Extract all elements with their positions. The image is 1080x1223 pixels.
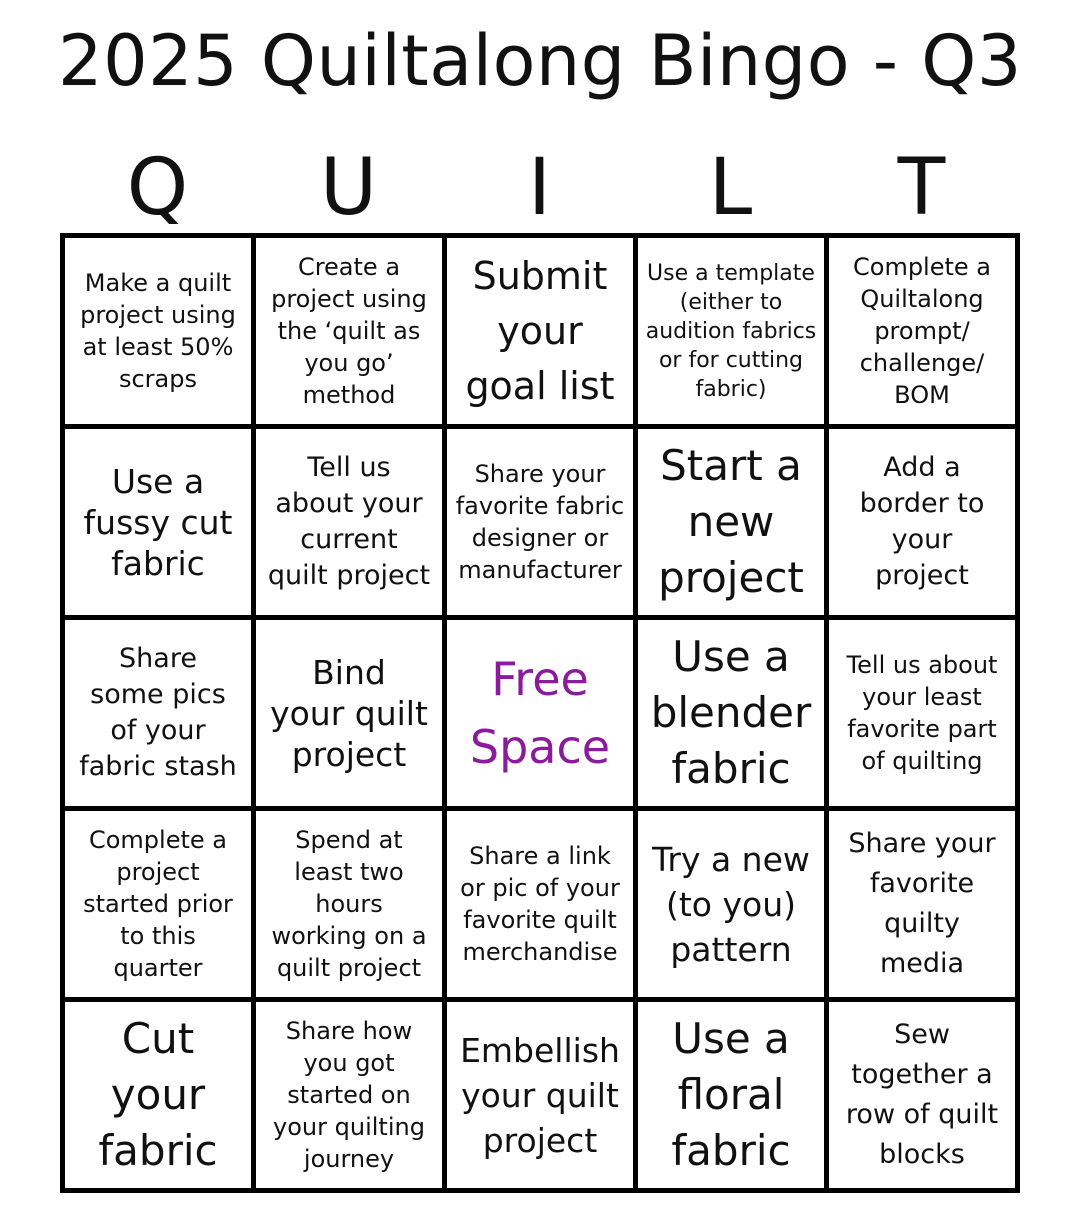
- cell-text: Embellish your quilt project: [460, 1030, 620, 1160]
- page-title: 2025 Quiltalong Bingo - Q3: [58, 20, 1022, 102]
- bingo-cell[interactable]: [638, 620, 824, 806]
- cell-text: Share some pics of your fabric stash: [79, 643, 237, 782]
- bingo-cell[interactable]: [638, 1002, 824, 1188]
- bingo-cell[interactable]: [829, 1002, 1015, 1188]
- cell-text: Tell us about your current quilt project: [267, 452, 431, 591]
- free-space-cell[interactable]: [447, 620, 633, 806]
- column-header-row: [62, 143, 1019, 233]
- cell-text: Cut your fabric: [98, 1014, 218, 1175]
- cell-text: Add a border to your project: [859, 452, 985, 591]
- bingo-cell[interactable]: [829, 238, 1015, 424]
- bingo-cell[interactable]: [638, 811, 824, 997]
- bingo-cell[interactable]: [65, 1002, 251, 1188]
- free-space-text: Free Space: [469, 652, 611, 774]
- column-letter-q: Q: [126, 143, 189, 233]
- cell-text: Sew together a row of quilt blocks: [845, 1019, 999, 1170]
- bingo-cell[interactable]: [638, 238, 824, 424]
- bingo-cell[interactable]: [256, 1002, 442, 1188]
- column-letter-l: L: [708, 143, 753, 233]
- bingo-cell[interactable]: [829, 620, 1015, 806]
- cell-text: Share your favorite fabric designer or manufacturer: [455, 460, 625, 584]
- bingo-cell[interactable]: [829, 811, 1015, 997]
- bingo-cell[interactable]: [638, 429, 824, 615]
- cell-text: Create a project using the ‘quilt as you go’ method: [271, 253, 427, 409]
- cell-text: Spend at least two hours working on a quilt project: [271, 826, 427, 982]
- bingo-cell[interactable]: [447, 811, 633, 997]
- cell-text: Use a floral fabric: [671, 1014, 791, 1175]
- bingo-cell[interactable]: [447, 429, 633, 615]
- bingo-cell[interactable]: [65, 429, 251, 615]
- bingo-board: [60, 233, 1020, 1193]
- bingo-cell[interactable]: [256, 811, 442, 997]
- cell-text: Complete a Quiltalong prompt/ challenge/ BOM: [853, 253, 991, 409]
- cell-text: Share a link or pic of your favorite quilt merchandise: [460, 842, 620, 966]
- bingo-cell[interactable]: [829, 429, 1015, 615]
- cell-text: Share your favorite quilty media: [848, 828, 996, 979]
- bingo-cell[interactable]: [447, 1002, 633, 1188]
- bingo-cell[interactable]: [65, 238, 251, 424]
- cell-text: Use a blender fabric: [650, 632, 812, 793]
- bingo-cell[interactable]: [256, 238, 442, 424]
- cell-text: Submit your goal list: [465, 253, 615, 408]
- cell-text: Start a new project: [658, 441, 804, 602]
- column-letter-i: I: [527, 143, 551, 233]
- column-letter-t: T: [897, 143, 946, 233]
- cell-text: Make a quilt project using at least 50% scraps: [80, 269, 236, 393]
- cell-text: Tell us about your least favorite part of quilting: [846, 651, 998, 775]
- bingo-cell[interactable]: [256, 620, 442, 806]
- bingo-cell[interactable]: [256, 429, 442, 615]
- cell-text: Complete a project started prior to this quarter: [83, 826, 233, 982]
- cell-text: Use a template (either to audition fabrics or for cutting fabric): [645, 260, 817, 402]
- bingo-cell[interactable]: [65, 811, 251, 997]
- bingo-cell[interactable]: [447, 238, 633, 424]
- cell-text: Share how you got started on your quilting journey: [273, 1017, 425, 1173]
- column-letter-u: U: [319, 143, 378, 233]
- bingo-cell[interactable]: [65, 620, 251, 806]
- cell-text: Try a new (to you) pattern: [652, 839, 810, 969]
- cell-text: Use a fussy cut fabric: [83, 461, 233, 583]
- cell-text: Bind your quilt project: [270, 652, 428, 774]
